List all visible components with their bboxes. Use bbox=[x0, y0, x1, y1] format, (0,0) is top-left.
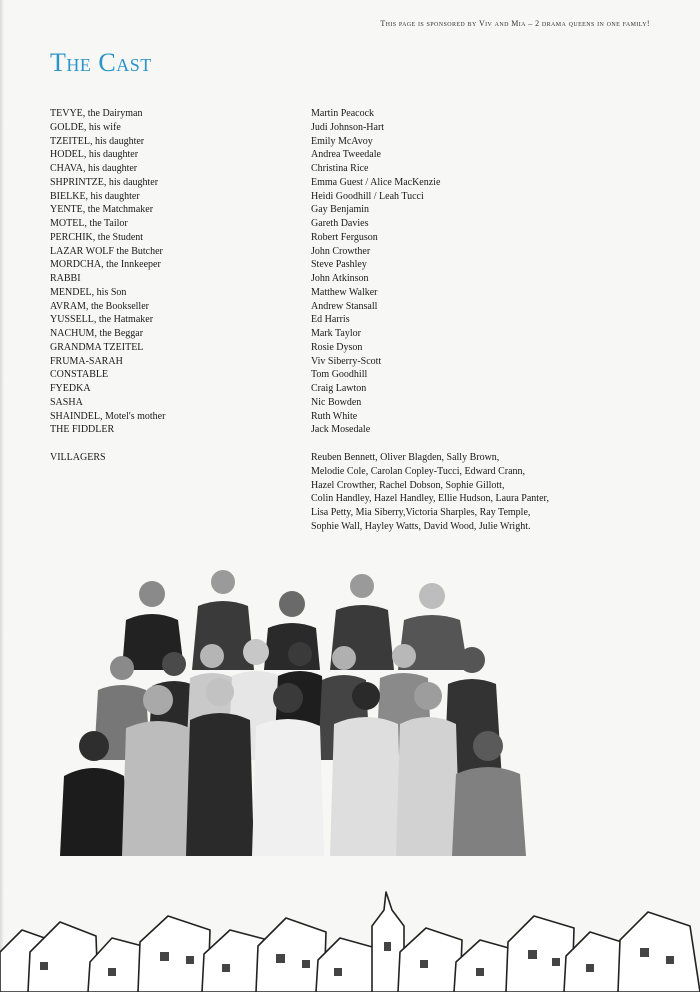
cast-actor: Gareth Davies bbox=[311, 218, 369, 229]
role-description: , the Dairyman bbox=[82, 108, 143, 119]
cast-role bbox=[50, 245, 300, 259]
cast-actor: Heidi Goodhill / Leah Tucci bbox=[311, 190, 424, 202]
role-name: LAZAR WOLF bbox=[50, 245, 114, 257]
role-name: TEVYE bbox=[50, 108, 83, 119]
cast-actor: Martin Peacock bbox=[311, 108, 375, 119]
cast-role bbox=[50, 203, 300, 217]
role-name: SASHA bbox=[50, 396, 83, 408]
cast-role bbox=[50, 410, 300, 424]
cast-role bbox=[50, 286, 300, 300]
role-description: , the Student bbox=[92, 231, 144, 243]
role-name: CHAVA bbox=[50, 163, 83, 174]
cast-role bbox=[50, 272, 300, 286]
role-name: AVRAM bbox=[50, 300, 86, 312]
role-name: MOTEL bbox=[50, 218, 85, 229]
cast-actor: Jack Mosedale bbox=[311, 424, 371, 436]
cast-group-photo bbox=[60, 560, 540, 856]
role-description: , his daughter bbox=[82, 163, 138, 174]
villagers-label: VILLAGERS bbox=[50, 452, 106, 463]
role-description: , his Son bbox=[91, 286, 127, 298]
role-description: , the Tailor bbox=[84, 218, 128, 229]
cast-role bbox=[50, 300, 300, 314]
cast-role bbox=[50, 231, 300, 245]
role-description: , the Hatmaker bbox=[93, 314, 154, 326]
cast-actor: Matthew Walker bbox=[311, 286, 378, 298]
actor-column bbox=[311, 107, 611, 437]
role-name: HODEL bbox=[50, 149, 84, 161]
role-name: GOLDE bbox=[50, 121, 84, 133]
role-description: , his daughter bbox=[103, 176, 159, 188]
cast-role bbox=[50, 190, 300, 204]
cast-role bbox=[50, 121, 300, 135]
role-name: MORDCHA bbox=[50, 259, 102, 271]
cast-actor: Nic Bowden bbox=[311, 396, 362, 408]
role-description: the Butcher bbox=[113, 245, 163, 257]
role-description: , the Beggar bbox=[94, 328, 144, 339]
role-description: , the Matchmaker bbox=[82, 204, 154, 216]
villagers-line: Lisa Petty, Mia Siberry,Victoria Sharples, Ray Temple, bbox=[311, 507, 531, 519]
cast-actor: Tom Goodhill bbox=[311, 369, 368, 381]
role-name: PERCHIK bbox=[50, 231, 93, 243]
role-description: , the Innkeeper bbox=[101, 259, 161, 271]
role-name: YENTE bbox=[50, 204, 83, 216]
role-name: FYEDKA bbox=[50, 383, 91, 394]
role-description: , his daughter bbox=[89, 135, 145, 147]
role-name: TZEITEL bbox=[50, 135, 90, 147]
cast-role bbox=[50, 382, 300, 396]
role-column bbox=[50, 107, 300, 437]
cast-actor: Viv Siberry-Scott bbox=[311, 355, 382, 367]
cast-actor: Emily McAvoy bbox=[311, 135, 373, 147]
villagers-line: Reuben Bennett, Oliver Blagden, Sally Brown, bbox=[311, 452, 500, 463]
villagers-line: Hazel Crowther, Rachel Dobson, Sophie Gillott, bbox=[311, 479, 505, 491]
role-description: , his daughter bbox=[83, 149, 139, 161]
village-skyline-illustration bbox=[0, 882, 700, 992]
cast-role bbox=[50, 258, 300, 272]
cast-role bbox=[50, 135, 300, 149]
cast-role bbox=[50, 176, 300, 190]
cast-role bbox=[50, 107, 300, 121]
cast-actor: Ed Harris bbox=[311, 314, 350, 326]
cast-role bbox=[50, 423, 300, 437]
role-name: NACHUM bbox=[50, 328, 95, 339]
cast-role bbox=[50, 162, 300, 176]
cast-role bbox=[50, 148, 300, 162]
role-name: YUSSELL bbox=[50, 314, 94, 326]
cast-actor: Emma Guest / Alice MacKenzie bbox=[311, 176, 441, 188]
cast-role bbox=[50, 341, 300, 355]
cast-actor: Robert Ferguson bbox=[311, 231, 378, 243]
role-name: THE FIDDLER bbox=[50, 424, 115, 436]
cast-role bbox=[50, 396, 300, 410]
villagers-line: Melodie Cole, Carolan Copley-Tucci, Edward Crann, bbox=[311, 465, 526, 477]
role-name: SHPRINTZE bbox=[50, 176, 104, 188]
role-name: BIELKE bbox=[50, 190, 86, 202]
villagers-line: Colin Handley, Hazel Handley, Ellie Hudson, Laura Panter, bbox=[311, 493, 549, 505]
cast-actor: Craig Lawton bbox=[311, 383, 367, 394]
cast-actor: Mark Taylor bbox=[311, 328, 361, 339]
role-name: GRANDMA TZEITEL bbox=[50, 341, 144, 353]
cast-role bbox=[50, 368, 300, 382]
cast-role bbox=[50, 313, 300, 327]
cast-role bbox=[50, 327, 300, 341]
page-edge bbox=[0, 0, 4, 992]
cast-actor: Judi Johnson-Hart bbox=[311, 121, 385, 133]
role-name: CONSTABLE bbox=[50, 369, 109, 381]
cast-actor: John Crowther bbox=[311, 245, 371, 257]
villagers-list bbox=[311, 451, 571, 534]
cast-actor: Steve Pashley bbox=[311, 259, 367, 271]
page-title: The Cast bbox=[50, 48, 152, 77]
cast-actor: John Atkinson bbox=[311, 273, 369, 284]
cast-actor: Christina Rice bbox=[311, 163, 369, 174]
role-name: FRUMA-SARAH bbox=[50, 355, 123, 367]
role-description: , the Bookseller bbox=[85, 300, 149, 312]
role-description: , his wife bbox=[83, 121, 121, 133]
cast-actor: Andrea Tweedale bbox=[311, 149, 381, 161]
villagers-line: Sophie Wall, Hayley Watts, David Wood, Julie Wright. bbox=[311, 520, 531, 532]
cast-actor: Ruth White bbox=[311, 410, 358, 422]
role-name: SHAINDEL bbox=[50, 410, 100, 422]
cast-actor: Gay Benjamin bbox=[311, 204, 370, 216]
role-name: RABBI bbox=[50, 273, 81, 284]
cast-role bbox=[50, 217, 300, 231]
cast-actor: Andrew Stansall bbox=[311, 300, 378, 312]
role-name: MENDEL bbox=[50, 286, 92, 298]
cast-actor: Rosie Dyson bbox=[311, 341, 363, 353]
sponsor-line: This page is sponsored by Viv and Mia – 2 drama queens in one family! bbox=[380, 19, 650, 28]
cast-role bbox=[50, 355, 300, 369]
role-description: , Motel's mother bbox=[100, 410, 166, 422]
role-description: , his daughter bbox=[85, 190, 140, 202]
